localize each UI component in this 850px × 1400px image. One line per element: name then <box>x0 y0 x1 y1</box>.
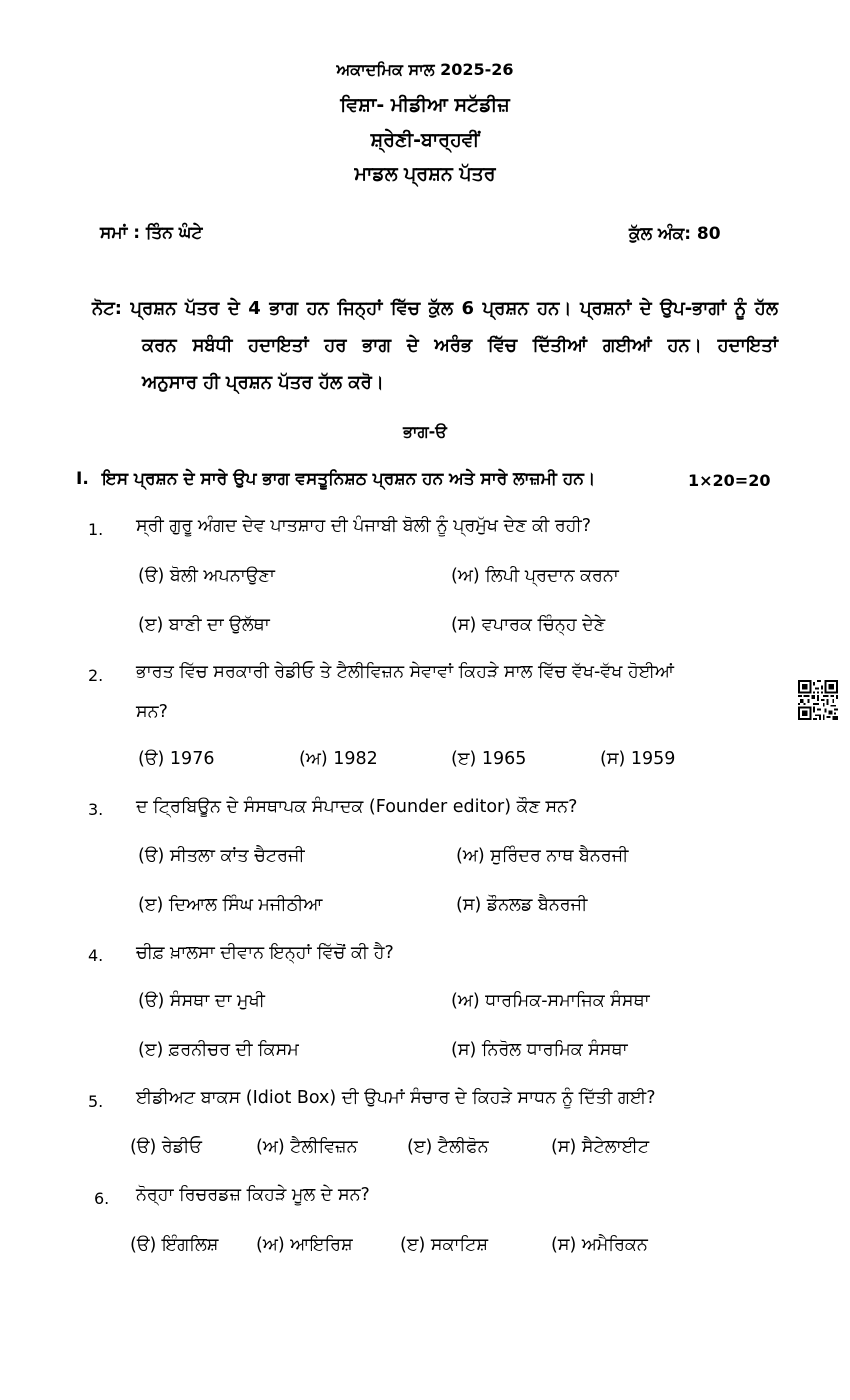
exam-time: ਸਮਾਂ : ਤਿੰਨ ਘੰਟੇ <box>100 223 203 243</box>
question-number: 2. <box>88 666 104 685</box>
option-a: (ੳ) ਰੇਡੀਓ <box>130 1137 202 1157</box>
question-number: 3. <box>88 800 104 819</box>
option-c: (ੲ) ਦਿਆਲ ਸਿੰਘ ਮਜੀਠੀਆ <box>138 895 323 915</box>
note-line-3: ਅਨੁਸਾਰ ਹੀ ਪ੍ਰਸ਼ਨ ਪੱਤਰ ਹੱਲ ਕਰੋ। <box>142 372 384 393</box>
total-marks: ਕੁੱਲ ਅੰਕ: 80 <box>629 224 721 244</box>
option-c: (ੲ) ਬਾਣੀ ਦਾ ਉਲੱਥਾ <box>138 615 270 635</box>
option-d: (ਸ) 1959 <box>600 749 676 769</box>
option-b: (ਅ) 1982 <box>299 749 378 769</box>
question-text: ਸ੍ਰੀ ਗੁਰੂ ਅੰਗਦ ਦੇਵ ਪਾਤਸ਼ਾਹ ਦੀ ਪੰਜਾਬੀ ਬੋਲੀ ਨੂੰ ਪ੍ਰਮੁੱਖ ਦੇਣ ਕੀ ਰਹੀ? <box>136 516 592 536</box>
section-instruction: ਇਸ ਪ੍ਰਸ਼ਨ ਦੇ ਸਾਰੇ ਉਪ ਭਾਗ ਵਸਤੂਨਿਸ਼ਠ ਪ੍ਰਸ਼ਨ ਹਨ ਅਤੇ ਸਾਰੇ ਲਾਜ਼ਮੀ ਹਨ। <box>102 469 596 489</box>
question-number: 1. <box>88 520 104 539</box>
question-text: ਈਡੀਅਟ ਬਾਕਸ (Idiot Box) ਦੀ ਉਪਮਾਂ ਸੰਚਾਰ ਦੇ ਕਿਹੜੇ ਸਾਧਨ ਨੂੰ ਦਿੱਤੀ ਗਈ? <box>136 1088 656 1108</box>
option-c: (ੲ) ਫ਼ਰਨੀਚਰ ਦੀ ਕਿਸਮ <box>138 1040 299 1060</box>
subject-title: ਵਿਸ਼ਾ- ਮੀਡੀਆ ਸਟੱਡੀਜ਼ <box>340 94 510 116</box>
option-a: (ੳ) ਬੋਲੀ ਅਪਨਾਉਣਾ <box>138 566 275 586</box>
question-number: 6. <box>94 1189 110 1208</box>
option-a: (ੳ) ਇੰਗਲਿਸ਼ <box>130 1235 219 1255</box>
section-title: ਭਾਗ-ੳ <box>403 422 447 441</box>
option-b: (ਅ) ਧਾਰਮਿਕ-ਸਮਾਜਿਕ ਸੰਸਥਾ <box>451 991 650 1011</box>
question-text-line-2: ਸਨ? <box>136 702 168 722</box>
note-line-1: ਨੋਟ: ਪ੍ਰਸ਼ਨ ਪੱਤਰ ਦੇ 4 ਭਾਗ ਹਨ ਜਿਨ੍ਹਾਂ ਵਿੱਚ ਕੁੱਲ 6 ਪ੍ਰਸ਼ਨ ਹਨ। ਪ੍ਰਸ਼ਨਾਂ ਦੇ ਉਪ-ਭਾਗਾਂ ਨੂੰ ਹੱਲ <box>92 298 778 319</box>
paper-type-title: ਮਾਡਲ ਪ੍ਰਸ਼ਨ ਪੱਤਰ <box>354 163 496 185</box>
question-text: ਚੀਫ਼ ਖ਼ਾਲਸਾ ਦੀਵਾਨ ਇਨ੍ਹਾਂ ਵਿੱਚੋਂ ਕੀ ਹੈ? <box>136 943 394 963</box>
option-c: (ੲ) ਸਕਾਟਿਸ਼ <box>400 1235 488 1255</box>
academic-year: ਅਕਾਦਮਿਕ ਸਾਲ 2025-26 <box>336 60 514 79</box>
option-d: (ਸ) ਵਪਾਰਕ ਚਿੰਨ੍ਹ ਦੇਣੇ <box>451 615 606 635</box>
option-a: (ੳ) ਸੰਸਥਾ ਦਾ ਮੁਖੀ <box>138 991 265 1011</box>
section-number: I. <box>76 469 89 489</box>
option-c: (ੲ) 1965 <box>451 749 527 769</box>
option-d: (ਸ) ਨਿਰੋਲ ਧਾਰਮਿਕ ਸੰਸਥਾ <box>451 1040 628 1060</box>
question-number: 5. <box>88 1092 104 1111</box>
qr-code-icon <box>798 680 838 720</box>
option-d: (ਸ) ਸੈਟੇਲਾਈਟ <box>551 1137 650 1157</box>
option-d: (ਸ) ਅਮੈਰਿਕਨ <box>551 1235 648 1255</box>
note-line-2: ਕਰਨ ਸਬੰਧੀ ਹਦਾਇਤਾਂ ਹਰ ਭਾਗ ਦੇ ਅਰੰਭ ਵਿੱਚ ਦਿੱਤੀਆਂ ਗਈਆਂ ਹਨ। ਹਦਾਇਤਾਂ <box>142 335 778 356</box>
instructions-note <box>92 290 778 401</box>
option-b: (ਅ) ਟੈਲੀਵਿਜ਼ਨ <box>256 1137 358 1157</box>
question-number: 4. <box>88 946 104 965</box>
option-b: (ਅ) ਆਇਰਿਸ਼ <box>256 1235 353 1255</box>
option-a: (ੳ) ਸੀਤਲਾ ਕਾਂਤ ਚੈਟਰਜੀ <box>138 846 305 866</box>
option-c: (ੲ) ਟੈਲੀਫੋਨ <box>407 1137 489 1157</box>
option-a: (ੳ) 1976 <box>138 749 215 769</box>
option-b: (ਅ) ਸੁਰਿੰਦਰ ਨਾਥ ਬੈਨਰਜੀ <box>456 846 629 866</box>
question-text: ਨੋਰ੍ਹਾ ਰਿਚਰਡਜ਼ ਕਿਹੜੇ ਮੂਲ ਦੇ ਸਨ? <box>136 1185 370 1205</box>
option-d: (ਸ) ਡੌਨਲਡ ਬੈਨਰਜੀ <box>456 895 588 915</box>
question-text: ਦ ਟ੍ਰਿਬਿਊਨ ਦੇ ਸੰਸਥਾਪਕ ਸੰਪਾਦਕ (Founder editor) ਕੌਣ ਸਨ? <box>136 797 578 817</box>
question-text-line-1: ਭਾਰਤ ਵਿੱਚ ਸਰਕਾਰੀ ਰੇਡੀਓ ਤੇ ਟੈਲੀਵਿਜ਼ਨ ਸੇਵਾਵਾਂ ਕਿਹੜੇ ਸਾਲ ਵਿੱਚ ਵੱਖ-ਵੱਖ ਹੋਈਆਂ <box>136 662 675 682</box>
section-marks: 1×20=20 <box>688 471 771 490</box>
option-b: (ਅ) ਲਿਪੀ ਪ੍ਰਦਾਨ ਕਰਨਾ <box>451 566 619 586</box>
class-title: ਸ਼੍ਰੇਣੀ-ਬਾਰ੍ਹਵੀਂ <box>370 129 480 151</box>
